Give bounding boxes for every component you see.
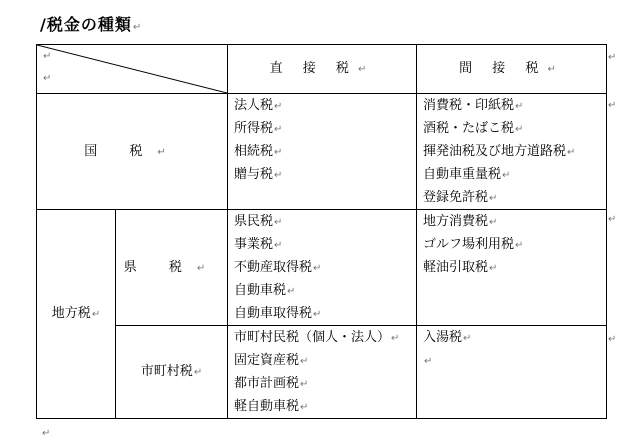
list-item: 酒税・たばこ税↵ [423,121,524,136]
list-item: 不動産取得税↵ [234,260,322,275]
header-row [37,45,607,94]
list-item: 法人税↵ [234,98,283,113]
municipal-tax-row [37,326,607,419]
list-item: 自動車税↵ [234,283,296,298]
national-tax-label-cell: 国 税↵ [37,94,228,210]
list-item: 固定資産税↵ [234,353,309,368]
return-mark: ↵ [608,52,617,63]
municipal-direct-list [228,326,417,419]
return-mark: ↵ [608,100,617,111]
return-mark: ↵ [608,214,617,225]
list-item: 自動車取得税↵ [234,306,322,321]
tax-types-table [36,44,607,419]
indirect-tax-header: 間 接 税↵ [417,45,607,94]
diagonal-line [37,45,227,93]
list-item: 事業税↵ [234,237,283,252]
local-tax-label-cell: 地方税↵ [37,210,116,419]
list-item: 自動車重量税↵ [423,167,511,182]
diagonal-header-cell [37,45,228,94]
prefecture-tax-label-cell: 県 税↵ [116,210,228,326]
return-mark: ↵ [132,22,143,33]
prefecture-direct-list [228,210,417,326]
return-mark: ↵ [43,73,52,84]
prefecture-tax-row [37,210,607,326]
return-mark: ↵ [42,428,51,439]
direct-tax-header: 直 接 税↵ [228,45,417,94]
list-item: 県民税↵ [234,214,283,229]
return-mark: ↵ [608,334,617,345]
prefecture-indirect-list [417,210,607,326]
list-item: 入湯税↵ [423,330,472,345]
list-item: 揮発油税及び地方道路税↵ [423,144,576,159]
list-item: 軽自動車税↵ [234,399,309,414]
municipal-tax-label-cell: 市町村税↵ [116,326,228,419]
list-item: 贈与税↵ [234,167,283,182]
return-mark: ↵ [43,51,52,62]
list-item: 地方消費税↵ [423,214,498,229]
municipal-indirect-list [417,326,607,419]
list-item: 登録免許税↵ [423,190,498,205]
document-title: /税金の種類↵ [40,15,143,34]
national-indirect-list [417,94,607,210]
list-item: 軽油引取税↵ [423,260,498,275]
list-item: 所得税↵ [234,121,283,136]
national-direct-list [228,94,417,210]
list-item: 市町村民税（個人・法人）↵ [234,330,400,345]
list-item: ゴルフ場利用税↵ [423,237,524,252]
list-item: 消費税・印紙税↵ [423,98,524,113]
list-item: 都市計画税↵ [234,376,309,391]
list-item: ↵ [424,356,433,367]
national-tax-row [37,94,607,210]
list-item: 相続税↵ [234,144,283,159]
